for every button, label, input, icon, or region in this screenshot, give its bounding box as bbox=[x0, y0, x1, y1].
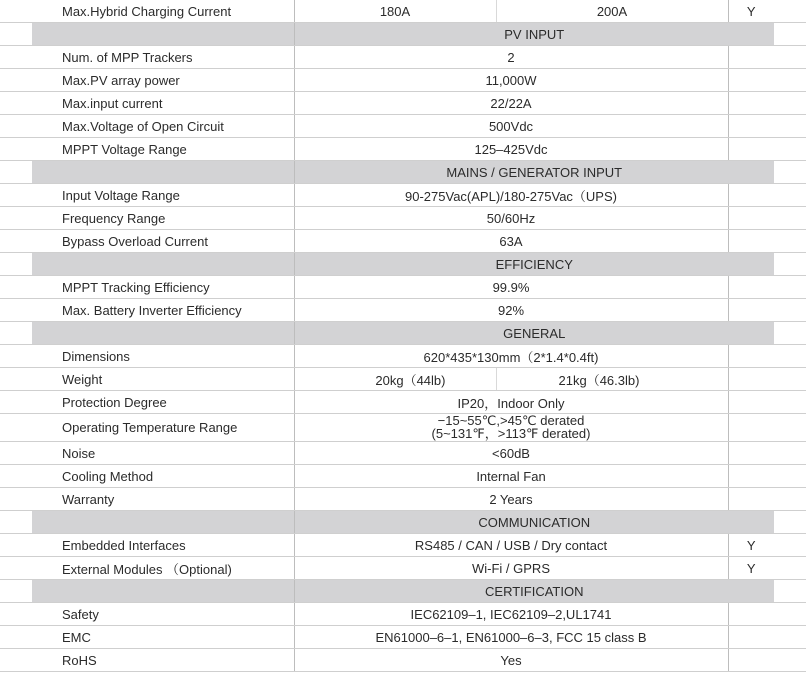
label-dimensions: Dimensions bbox=[32, 345, 294, 368]
value-rohs: Yes bbox=[294, 649, 728, 672]
section-efficiency bbox=[0, 253, 806, 276]
value-dimensions: 620*435*130mm（2*1.4*0.4ft) bbox=[294, 345, 728, 368]
row-input-current bbox=[0, 92, 806, 115]
row-mpp-trackers bbox=[0, 46, 806, 69]
row-mppt-efficiency bbox=[0, 276, 806, 299]
flag-interfaces: Y bbox=[728, 534, 774, 557]
row-weight bbox=[0, 368, 806, 391]
value-weight-a: 20kg（44lb) bbox=[294, 368, 496, 391]
value-input-current: 22/22A bbox=[294, 92, 728, 115]
label-input-voltage: Input Voltage Range bbox=[32, 184, 294, 207]
section-title-pv-input: PV INPUT bbox=[294, 23, 774, 46]
value-cooling: Internal Fan bbox=[294, 465, 728, 488]
section-general bbox=[0, 322, 806, 345]
value-hybrid-charging-a: 180A bbox=[294, 0, 496, 23]
value-input-voltage: 90-275Vac(APL)/180-275Vac（UPS) bbox=[294, 184, 728, 207]
value-protection: IP20，Indoor Only bbox=[294, 391, 728, 414]
label-modules: External Modules （Optional) bbox=[32, 557, 294, 580]
row-warranty bbox=[0, 488, 806, 511]
row-protection bbox=[0, 391, 806, 414]
value-warranty: 2 Years bbox=[294, 488, 728, 511]
value-temperature-line1: −15~55℃,>45℃ derated bbox=[437, 413, 585, 428]
section-mains-input bbox=[0, 161, 806, 184]
row-cooling bbox=[0, 465, 806, 488]
value-frequency: 50/60Hz bbox=[294, 207, 728, 230]
label-inverter-efficiency: Max. Battery Inverter Efficiency bbox=[32, 299, 294, 322]
label-input-current: Max.input current bbox=[32, 92, 294, 115]
value-pv-array-power: 11,000W bbox=[294, 69, 728, 92]
row-emc bbox=[0, 626, 806, 649]
value-bypass-overload: 63A bbox=[294, 230, 728, 253]
value-inverter-efficiency: 92% bbox=[294, 299, 728, 322]
label-frequency: Frequency Range bbox=[32, 207, 294, 230]
row-interfaces bbox=[0, 534, 806, 557]
row-bypass-overload bbox=[0, 230, 806, 253]
row-rohs bbox=[0, 649, 806, 672]
section-pv-input bbox=[0, 23, 806, 46]
label-weight: Weight bbox=[32, 368, 294, 391]
label-emc: EMC bbox=[32, 626, 294, 649]
value-temperature-text bbox=[432, 414, 591, 440]
section-communication bbox=[0, 511, 806, 534]
section-title-general: GENERAL bbox=[294, 322, 774, 345]
section-certification bbox=[0, 580, 806, 603]
label-protection: Protection Degree bbox=[32, 391, 294, 414]
section-title-mains-input: MAINS / GENERATOR INPUT bbox=[294, 161, 774, 184]
label-bypass-overload: Bypass Overload Current bbox=[32, 230, 294, 253]
row-safety bbox=[0, 603, 806, 626]
label-cooling: Cooling Method bbox=[32, 465, 294, 488]
row-pv-array-power bbox=[0, 69, 806, 92]
value-mppt-efficiency: 99.9% bbox=[294, 276, 728, 299]
flag-modules: Y bbox=[728, 557, 774, 580]
value-open-circuit: 500Vdc bbox=[294, 115, 728, 138]
value-safety: IEC62109–1, IEC62109–2,UL1741 bbox=[294, 603, 728, 626]
value-temperature-line2: (5~131℉，>113℉ derated) bbox=[431, 426, 591, 441]
label-mppt-efficiency: MPPT Tracking Efficiency bbox=[32, 276, 294, 299]
value-modules: Wi-Fi / GPRS bbox=[294, 557, 728, 580]
value-interfaces: RS485 / CAN / USB / Dry contact bbox=[294, 534, 728, 557]
label-mpp-trackers: Num. of MPP Trackers bbox=[32, 46, 294, 69]
label-hybrid-charging: Max.Hybrid Charging Current bbox=[32, 0, 294, 23]
label-rohs: RoHS bbox=[32, 649, 294, 672]
value-weight-b: 21kg（46.3lb) bbox=[496, 368, 728, 391]
row-noise bbox=[0, 442, 806, 465]
label-mppt-range: MPPT Voltage Range bbox=[32, 138, 294, 161]
flag-hybrid-charging: Y bbox=[728, 0, 774, 23]
label-open-circuit: Max.Voltage of Open Circuit bbox=[32, 115, 294, 138]
row-dimensions bbox=[0, 345, 806, 368]
value-mpp-trackers: 2 bbox=[294, 46, 728, 69]
label-noise: Noise bbox=[32, 442, 294, 465]
row-mppt-range bbox=[0, 138, 806, 161]
row-modules bbox=[0, 557, 806, 580]
row-hybrid-charging bbox=[0, 0, 806, 23]
row-temperature bbox=[0, 414, 806, 442]
section-title-efficiency: EFFICIENCY bbox=[294, 253, 774, 276]
section-title-communication: COMMUNICATION bbox=[294, 511, 774, 534]
value-emc: EN61000–6–1, EN61000–6–3, FCC 15 class B bbox=[294, 626, 728, 649]
row-inverter-efficiency bbox=[0, 299, 806, 322]
value-mppt-range: 125–425Vdc bbox=[294, 138, 728, 161]
row-frequency bbox=[0, 207, 806, 230]
label-warranty: Warranty bbox=[32, 488, 294, 511]
value-noise: <60dB bbox=[294, 442, 728, 465]
label-safety: Safety bbox=[32, 603, 294, 626]
label-interfaces: Embedded Interfaces bbox=[32, 534, 294, 557]
label-pv-array-power: Max.PV array power bbox=[32, 69, 294, 92]
row-open-circuit bbox=[0, 115, 806, 138]
value-temperature bbox=[294, 414, 728, 442]
section-title-certification: CERTIFICATION bbox=[294, 580, 774, 603]
label-temperature: Operating Temperature Range bbox=[32, 414, 294, 442]
value-hybrid-charging-b: 200A bbox=[496, 0, 728, 23]
row-input-voltage bbox=[0, 184, 806, 207]
